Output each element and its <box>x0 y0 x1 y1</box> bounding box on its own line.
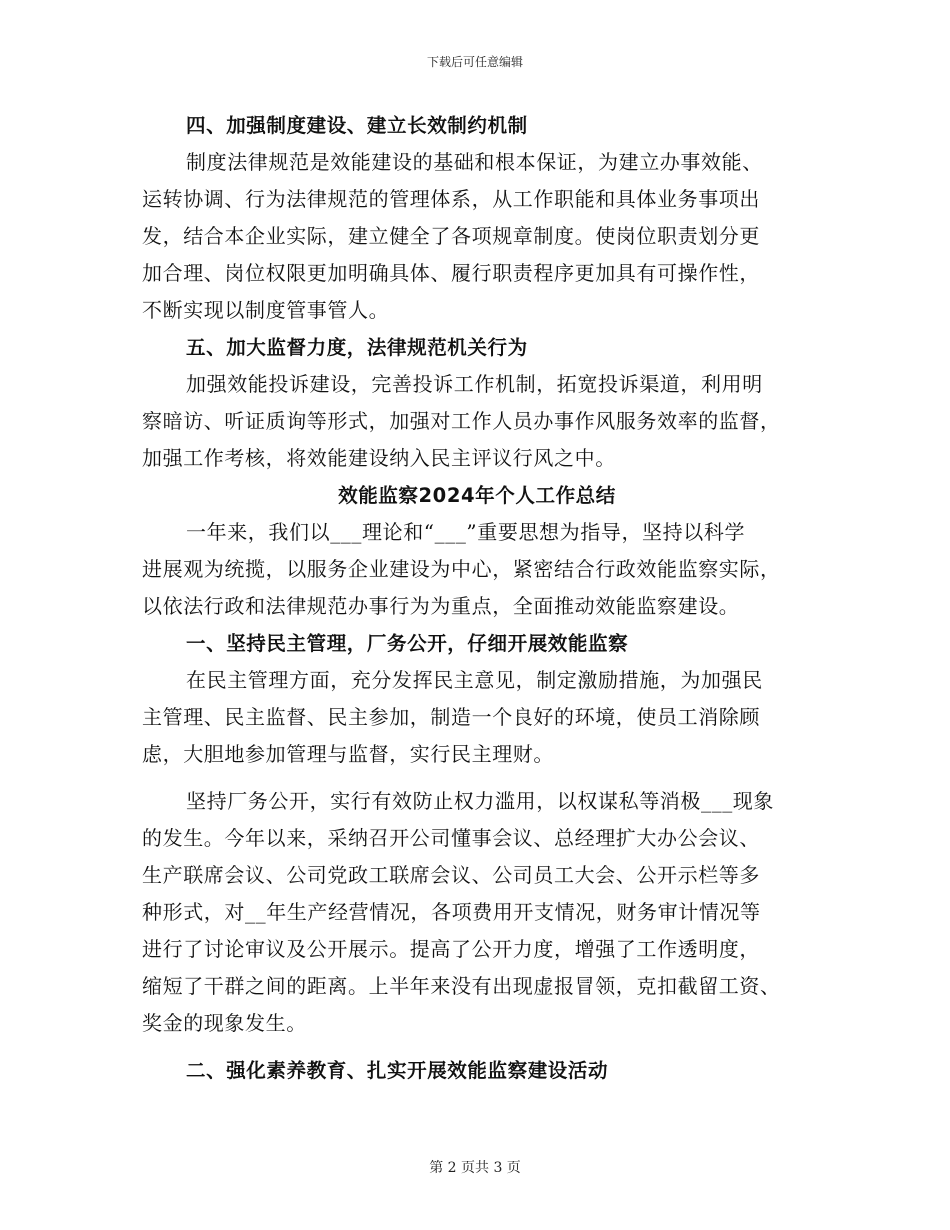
paragraph-line: 缩短了干群之间的距离。上半年来没有出现虚报冒领，克扣截留工资、 <box>142 974 781 998</box>
paragraph-line: 察暗访、听证质询等形式，加强对工作人员办事作风服务效率的监督， <box>142 409 781 433</box>
page-footer: 第 2 页共 3 页 <box>429 1160 521 1176</box>
paragraph-line: 进展观为统揽，以服务企业建设为中心，紧密结合行政效能监察实际， <box>142 557 781 581</box>
paragraph-line: 加强工作考核，将效能建设纳入民主评议行风之中。 <box>142 446 616 470</box>
paragraph-line: 在民主管理方面，充分发挥民主意见，制定激励措施，为加强民 <box>186 668 763 692</box>
paragraph-line: 不断实现以制度管事管人。 <box>142 298 390 322</box>
paragraph-line: 奖金的现象发生。 <box>142 1011 307 1035</box>
paragraph-line: 一年来，我们以___理论和“___”重要思想为指导，坚持以科学 <box>186 520 746 544</box>
paragraph-line: 加强效能投诉建设，完善投诉工作机制，拓宽投诉渠道，利用明 <box>186 372 763 396</box>
paragraph-line: 坚持厂务公开，实行有效防止权力滥用，以权谋私等消极___现象 <box>186 789 774 813</box>
paragraph-line: 以依法行政和法律规范办事行为为重点，全面推动效能监察建设。 <box>142 594 740 618</box>
paragraph-line: 虑，大胆地参加管理与监督，实行民主理财。 <box>142 742 554 766</box>
paragraph-line: 运转协调、行为法律规范的管理体系，从工作职能和具体业务事项出 <box>142 187 760 211</box>
paragraph-line: 主管理、民主监督、民主参加，制造一个良好的环境，使员工消除顾 <box>142 705 760 729</box>
document-title: 效能监察2024年个人工作总结 <box>338 484 616 507</box>
section-heading-5: 五、加大监督力度，法律规范机关行为 <box>186 336 528 359</box>
paragraph-line: 生产联席会议、公司党政工联席会议、公司员工大会、公开示栏等多 <box>142 863 760 887</box>
paragraph-line: 进行了讨论审议及公开展示。提高了公开力度，增强了工作透明度， <box>142 937 760 961</box>
paragraph-line: 制度法律规范是效能建设的基础和根本保证，为建立办事效能、 <box>186 150 763 174</box>
section-heading-2: 二、强化素养教育、扎实开展效能监察建设活动 <box>186 1059 609 1082</box>
paragraph-line: 加合理、岗位权限更加明确具体、履行职责程序更加具有可操作性， <box>142 261 760 285</box>
document-body <box>142 107 812 1089</box>
page-header: 下载后可任意编辑 <box>426 55 523 69</box>
paragraph-line: 发，结合本企业实际，建立健全了各项规章制度。使岗位职责划分更 <box>142 224 760 248</box>
paragraph-line: 的发生。今年以来，采纳召开公司懂事会议、总经理扩大办公会议、 <box>142 826 760 850</box>
section-heading-4: 四、加强制度建设、建立长效制约机制 <box>186 114 528 137</box>
section-heading-1: 一、坚持民主管理，厂务公开，仔细开展效能监察 <box>186 632 629 655</box>
paragraph-line: 种形式，对__年生产经营情况，各项费用开支情况，财务审计情况等 <box>142 900 761 924</box>
